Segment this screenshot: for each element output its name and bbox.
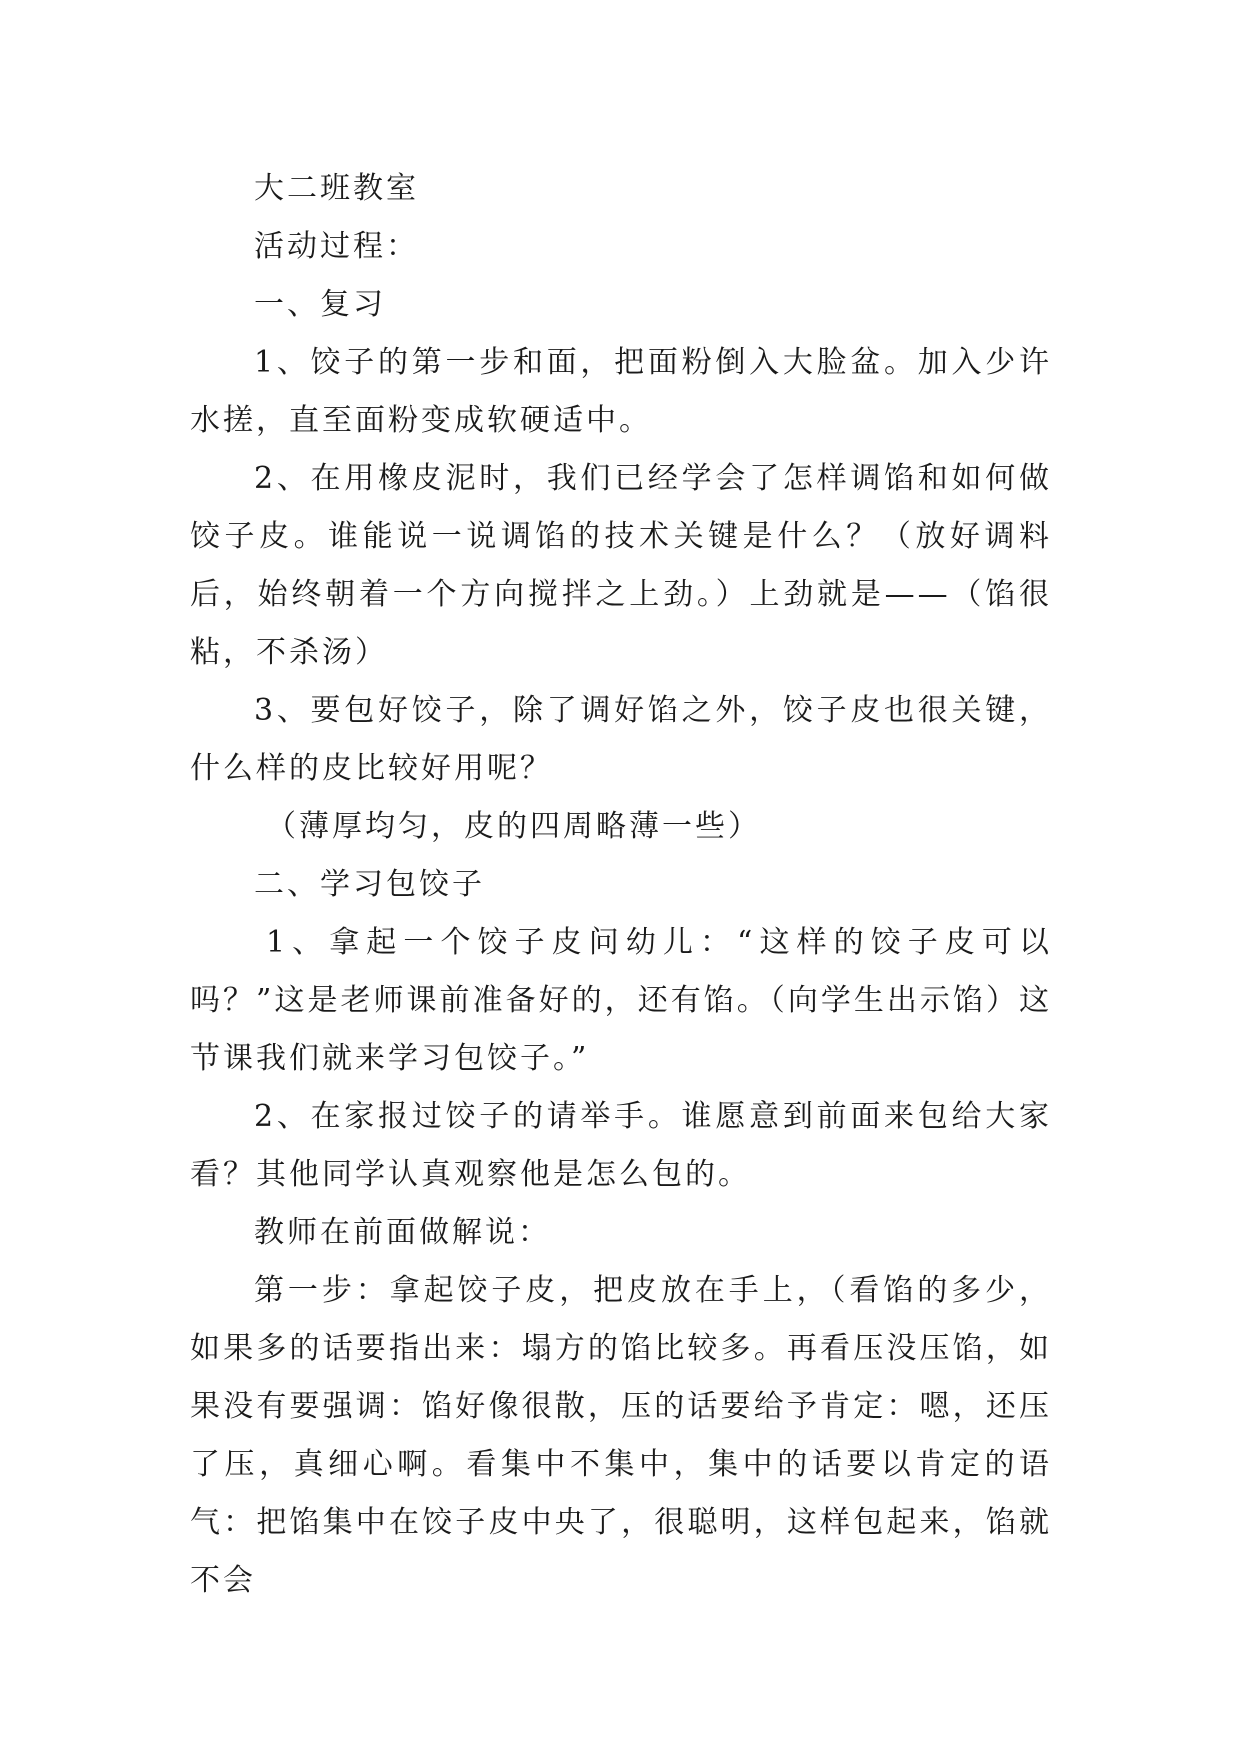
section-heading-review: 一、复习 xyxy=(254,287,386,322)
section-heading-learn: 二、学习包饺子 xyxy=(254,867,485,902)
paragraph-teacher-explains: 教师在前面做解说： xyxy=(254,1215,551,1250)
paragraph-learn-step-1: 1、拿起一个饺子皮问幼儿：“这样的饺子皮可以吗？”这是老师课前准备好的，还有馅。（向学生出示馅）这节课我们就来学习包饺子。” xyxy=(190,925,1052,1076)
paragraph-review-step-1: 1、饺子的第一步和面，把面粉倒入大脸盆。加入少许水搓，直至面粉变成软硬适中。 xyxy=(190,345,1052,438)
paragraph-process-heading: 活动过程： xyxy=(254,229,419,264)
paragraph-review-answer: （薄厚均匀，皮的四周略薄一些） xyxy=(266,809,761,844)
paragraph-location: 大二班教室 xyxy=(254,171,419,206)
paragraph-review-step-2: 2、在用橡皮泥时，我们已经学会了怎样调馅和如何做饺子皮。谁能说一说调馅的技术关键是什么？（放好调料后，始终朝着一个方向搅拌之上劲。）上劲就是——（馅很粘，不杀汤） xyxy=(190,461,1052,670)
paragraph-learn-step-2: 2、在家报过饺子的请举手。谁愿意到前面来包给大家看？其他同学认真观察他是怎么包的。 xyxy=(190,1099,1052,1192)
paragraph-first-step: 第一步：拿起饺子皮，把皮放在手上，（看馅的多少，如果多的话要指出来：塌方的馅比较多。再看压没压馅，如果没有要强调：馅好像很散，压的话要给予肯定：嗯，还压了压，真细心啊。看集中不集中，集中的话要以肯定的语气：把馅集中在饺子皮中央了，很聪明，这样包起来，馅就不会 xyxy=(190,1273,1052,1598)
paragraph-review-step-3: 3、要包好饺子，除了调好馅之外，饺子皮也很关键，什么样的皮比较好用呢？ xyxy=(190,693,1052,786)
document-body xyxy=(190,160,1052,1610)
